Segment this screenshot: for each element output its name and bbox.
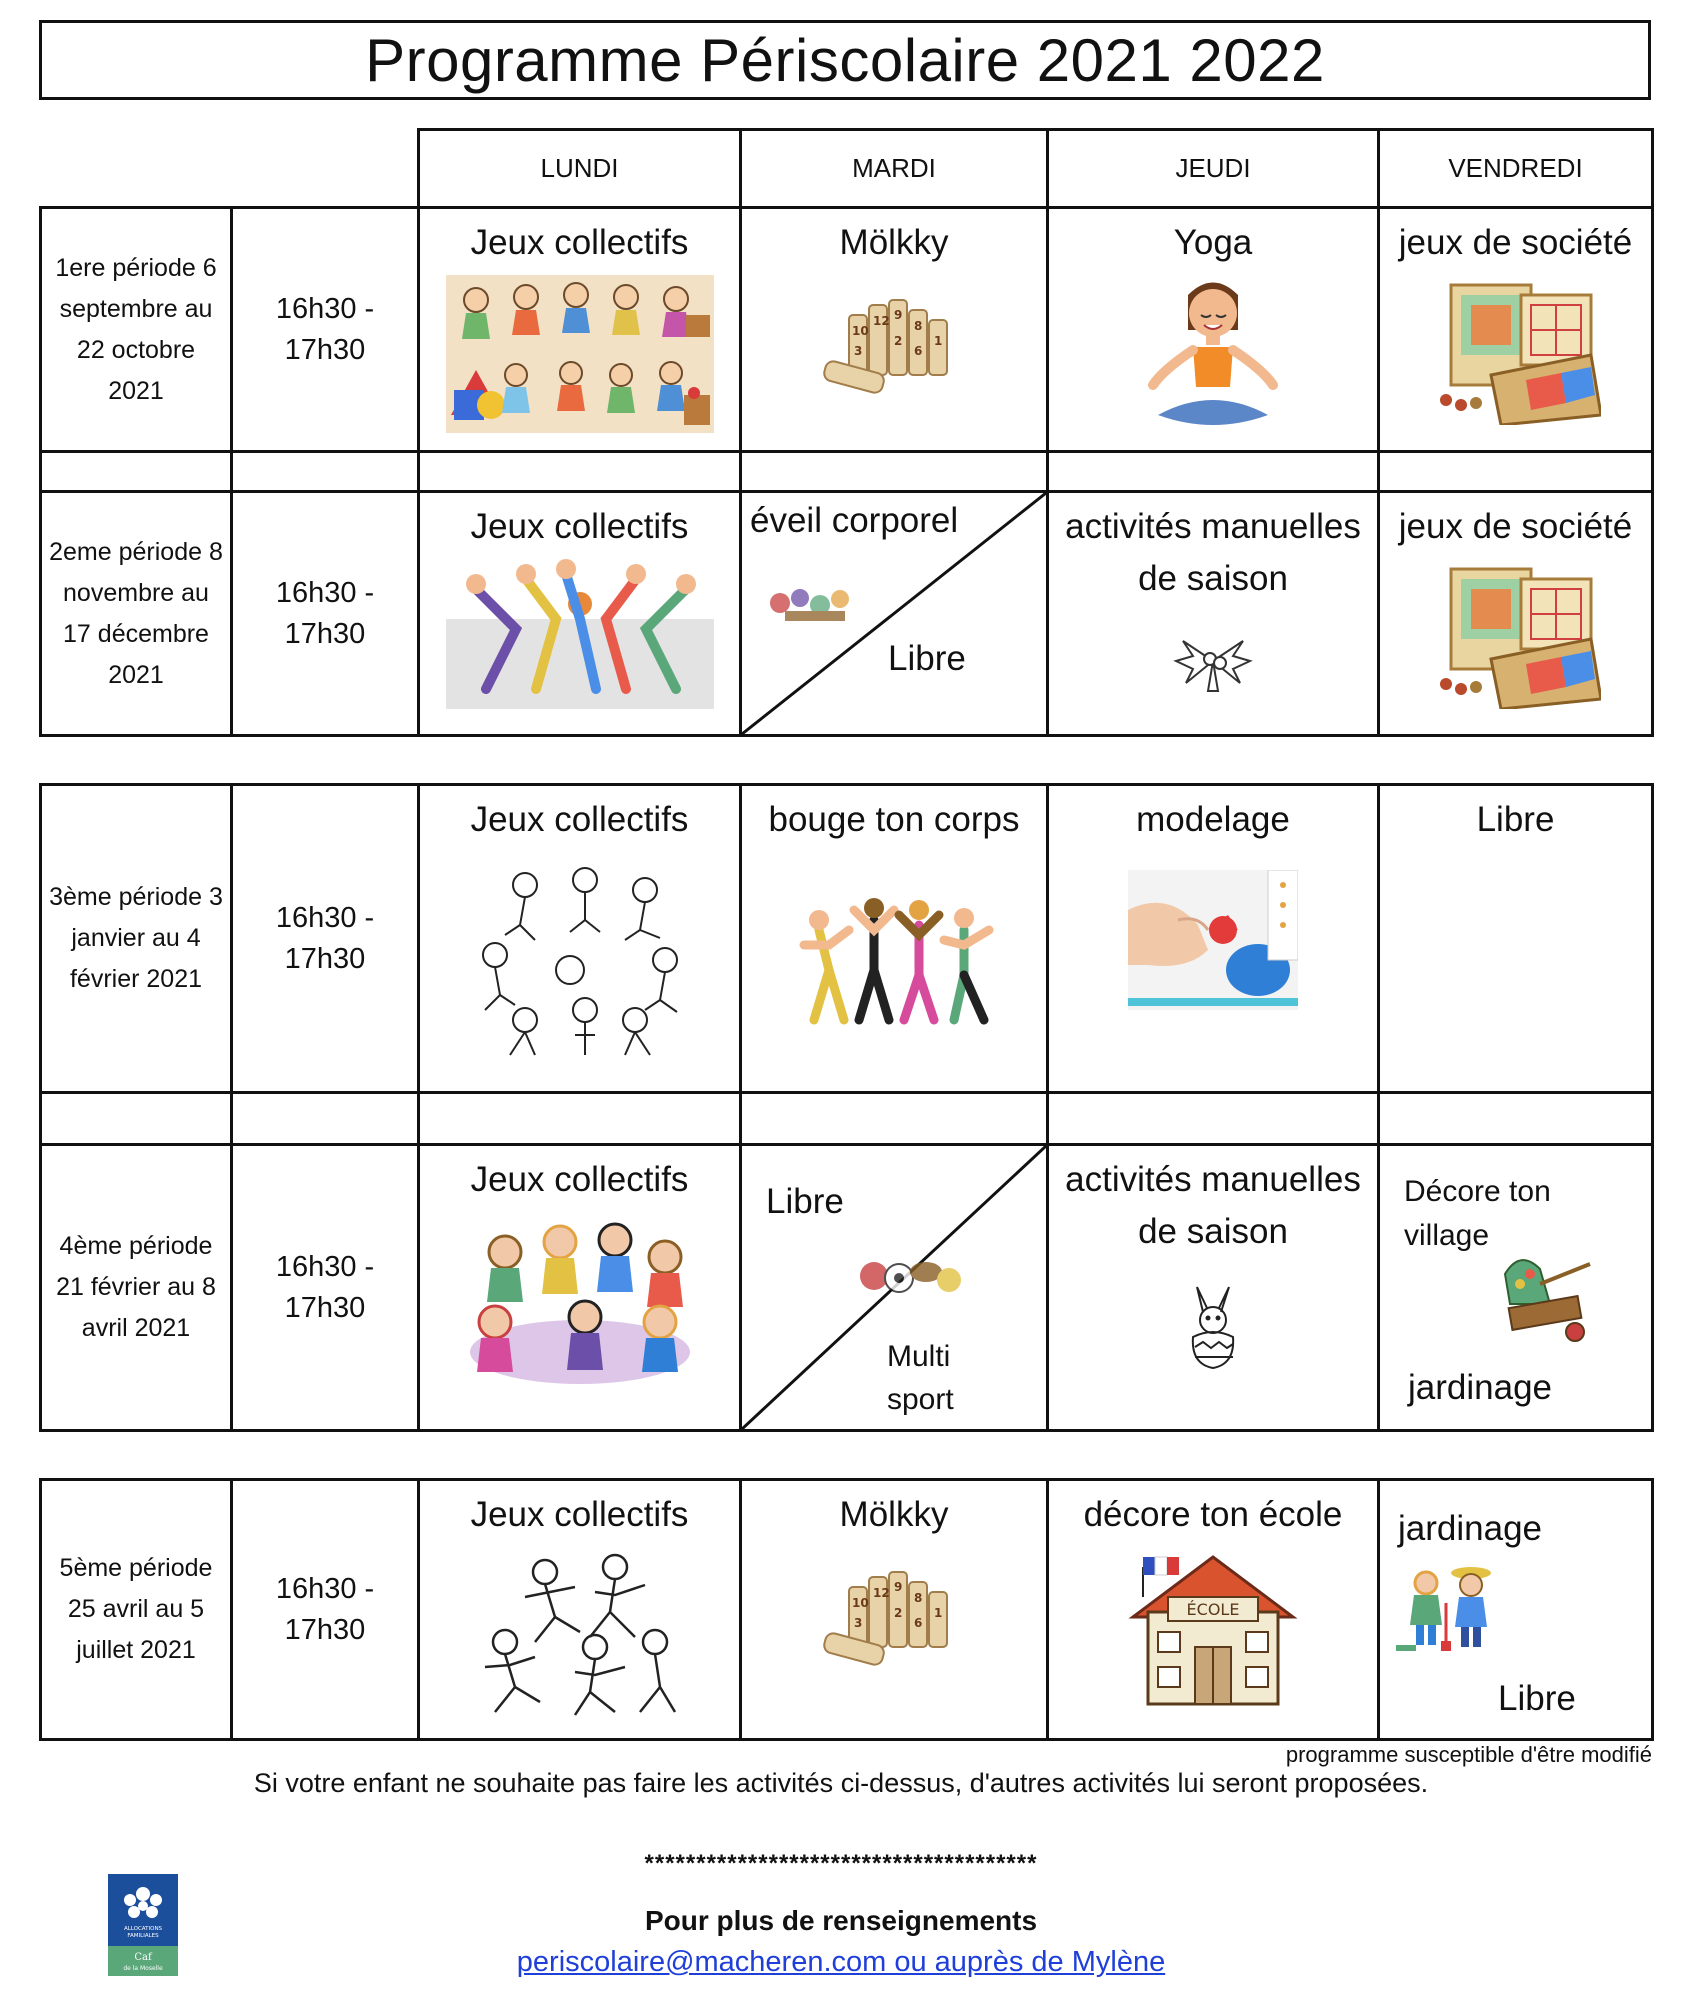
molkky-number: 10 [852,324,869,338]
molkky-icon [819,1547,969,1677]
activity-cell [419,785,741,1093]
molkky-number: 10 [852,1596,869,1610]
logo-text: ALLOCATIONS [123,1926,163,1932]
yoga-pose-illustration [1138,275,1288,440]
title-box [39,20,1651,100]
activity-title: jardinage [1398,1509,1542,1548]
header-empty [232,130,419,208]
day-header-mardi: MARDI [741,130,1048,208]
activity-title: Yoga [1173,223,1253,262]
period-row-5 [41,1480,1653,1740]
activity-title: sport [887,1383,954,1416]
period-label: 1ere période 6 septembre au 22 octobre 2021 [41,208,232,452]
period-label: 2eme période 8 novembre au 17 décembre 2021 [41,492,232,736]
activity-title: Multi [887,1340,951,1373]
page-title: Programme Périscolaire 2021 2022 [365,26,1325,94]
board-games-illustration [1431,275,1601,425]
activity-cell-split [741,1145,1048,1431]
logo-text: Caf [134,1952,152,1963]
molkky-number: 8 [914,319,923,333]
children-playing-illustration [446,275,714,433]
molkky-icon [819,275,969,405]
activity-cell [1048,1480,1379,1740]
contact-link[interactable]: periscolaire@macheren.com ou auprès de Mylène [516,1946,1166,1978]
molkky-number: 12 [873,1586,890,1600]
activity-cell [1379,1480,1653,1740]
molkky-number: 2 [894,334,903,348]
spacer-cell [1379,1093,1653,1145]
activity-title: Jeux collectifs [470,800,689,839]
gardening-children-icon [1396,1563,1506,1653]
molkky-number: 9 [894,308,903,322]
molkky-number: 6 [914,1616,923,1630]
activity-title: Jeux collectifs [470,507,689,546]
activity-title: de saison [1138,559,1288,598]
logo-text: de la Moselle [123,1965,163,1972]
activity-cell [1048,208,1379,452]
activity-cell [1379,208,1653,452]
activity-title: activités manuelles [1065,1160,1361,1199]
body-awareness-illustration [760,573,880,633]
activity-cell-split [741,492,1048,736]
spacer-cell [741,452,1048,492]
period-label: 4ème période 21 février au 8 avril 2021 [41,1145,232,1431]
dancers-illustration [789,890,999,1040]
children-sitting-circle-illustration [465,1212,695,1387]
spacer-cell [419,452,741,492]
activity-cell [419,492,741,736]
spacer-row [41,452,1653,492]
molkky-number: 12 [873,314,890,328]
modification-note: programme susceptible d'être modifié [1285,1742,1652,1767]
activity-title: activités manuelles [1065,507,1361,546]
activity-cell [1379,785,1653,1093]
activity-title: village [1404,1219,1490,1252]
molkky-number: 8 [914,1591,923,1605]
activity-cell [741,208,1048,452]
molkky-number: 1 [934,1606,943,1620]
activity-title: Libre [1498,1679,1576,1718]
spacer-cell [1048,452,1379,492]
schedule-block-2 [39,783,1654,1432]
activity-title: jeux de société [1398,223,1633,262]
day-header-lundi: LUNDI [419,130,741,208]
gardening-wheelbarrow-icon [1490,1244,1600,1349]
separator-stars: ************************************** [644,1850,1038,1877]
activity-title: Jeux collectifs [470,1495,689,1534]
caf-logo [108,1874,178,1976]
molkky-number: 6 [914,344,923,358]
schedule-block-1 [39,128,1654,737]
spacer-cell [1379,452,1653,492]
time-slot: 16h30 - 17h30 [232,1480,419,1740]
activity-title: jardinage [1408,1368,1552,1407]
day-header-vendredi: VENDREDI [1379,130,1653,208]
more-info-heading: Pour plus de renseignements [644,1905,1038,1936]
children-circle-game-illustration [446,559,714,709]
time-slot: 16h30 - 17h30 [232,1145,419,1431]
spacer-cell [41,1093,232,1145]
alternative-activities-info: Si votre enfant ne souhaite pas faire les activités ci-dessus, d'autres activités lui seront proposées. [253,1768,1429,1798]
activity-title: bouge ton corps [768,800,1020,839]
children-circle-sketch [465,860,695,1060]
modeling-clay-illustration [1128,870,1298,1010]
molkky-number: 3 [854,1616,863,1630]
spacer-row [41,1093,1653,1145]
activity-cell [741,1480,1048,1740]
activity-cell [1379,1145,1653,1431]
activity-title: Décore ton [1404,1175,1551,1208]
period-row-2 [41,492,1653,736]
activity-cell [1048,1145,1379,1431]
time-slot: 16h30 - 17h30 [232,208,419,452]
activity-cell [419,208,741,452]
spacer-cell [741,1093,1048,1145]
molkky-number: 1 [934,334,943,348]
period-row-4 [41,1145,1653,1431]
activity-title: modelage [1136,800,1290,839]
molkky-number: 2 [894,1606,903,1620]
activity-title: Libre [766,1182,844,1221]
molkky-number: 9 [894,1580,903,1594]
activity-cell [1048,492,1379,736]
period-row-1 [41,208,1653,452]
activity-title: Jeux collectifs [470,1160,689,1199]
spacer-cell [1048,1093,1379,1145]
spacer-cell [419,1093,741,1145]
activity-title: éveil corporel [750,501,959,540]
spacer-cell [232,452,419,492]
easter-bunny-egg-icon [1173,1282,1253,1372]
school-building-icon [1123,1547,1303,1707]
activity-title: de saison [1138,1212,1288,1251]
day-header-jeudi: JEUDI [1048,130,1379,208]
spacer-cell [41,452,232,492]
time-slot: 16h30 - 17h30 [232,492,419,736]
school-sign-text: ÉCOLE [1186,1600,1240,1619]
sports-balls-icon [854,1246,964,1306]
activity-cell [1048,785,1379,1093]
activity-cell [419,1480,741,1740]
holly-leaves-icon [1168,621,1258,701]
children-running-sketch [465,1547,695,1717]
activity-title: jeux de société [1398,507,1633,546]
time-slot: 16h30 - 17h30 [232,785,419,1093]
logo-text: FAMILIALES [127,1933,159,1939]
period-row-3 [41,785,1653,1093]
schedule-block-3 [39,1478,1654,1741]
period-label: 3ème période 3 janvier au 4 février 2021 [41,785,232,1093]
activity-title: Mölkky [839,1495,949,1534]
activity-cell [419,1145,741,1431]
activity-title: décore ton école [1083,1495,1343,1534]
activity-title: Libre [888,639,966,678]
molkky-number: 3 [854,344,863,358]
board-games-illustration [1431,559,1601,709]
activity-title: Jeux collectifs [470,223,689,262]
spacer-cell [232,1093,419,1145]
activity-cell [741,785,1048,1093]
activity-title: Libre [1476,800,1555,839]
period-label: 5ème période 25 avril au 5 juillet 2021 [41,1480,232,1740]
activity-cell [1379,492,1653,736]
activity-title: Mölkky [839,223,949,262]
header-empty [41,130,232,208]
